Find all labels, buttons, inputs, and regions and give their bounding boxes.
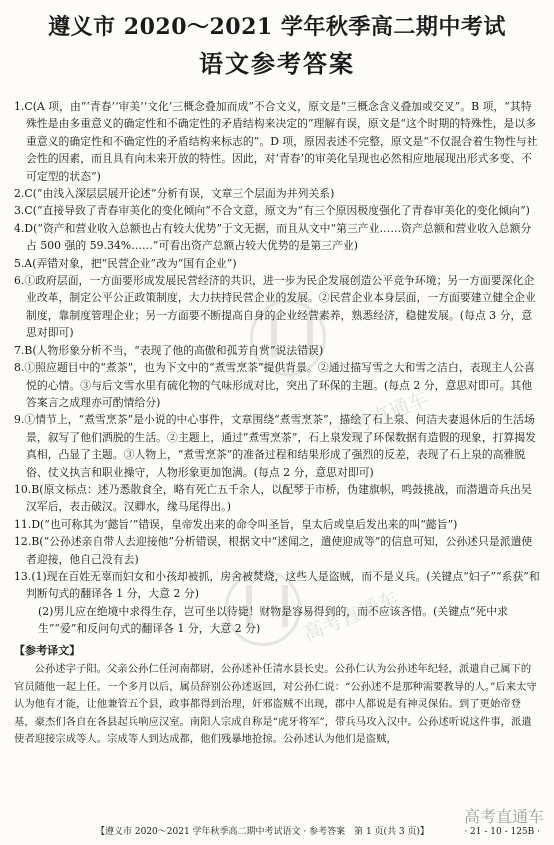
footer-page-info: 【遵义市 2020～2021 学年秋季高二期中考试语文 · 参考答案 第 1 页(共 3 页)】	[96, 827, 430, 837]
answer-item-12: 12.B(“公孙述亲自带人去迎接他”分析错误，根据文中“述闻之，遣使迎成等”的信息可知，公孙述只是派遣使者迎接，他自己没有去)	[14, 535, 533, 566]
answer-item-13-2: (2)男儿应在绝境中求得生存，岂可坐以待毙！财物是容易得到的，而不应该吝惜。(关键点“死中求生”“爱”和反问句式的翻译各 1 分，大意 2 分)	[38, 604, 508, 636]
watermark-corner: 高考直通车	[463, 807, 544, 826]
watermark-text-lower: 高考直通车	[299, 586, 402, 646]
answer-item-13-1: 13.(1)现在百姓无辜而妇女和小孩却被抓，房舍被焚烧，这些人是盗贼，而不是义兵。(关键点“妇子”“系获”和判断句式的翻译各 1 分，大意 2 分)	[14, 569, 540, 601]
answer-item-1: 1.C(A 项，由“‘青春’‘审美’‘文化’三概念叠加而成”不合文义，原文是“三概念含义叠加或交叉”。B 项，“其特殊性是由多重意义的确定性和不确定性的矛盾结构来决定的”理解有误，原文是“这个时期的特殊性，是以多重意义的确定性和不确定性的矛盾结构来标志的”。D 项，原因表述不完整，原文是“不仅混合着生物性与社会性的因素，而且具有向未来开放的特性。因此，对‘青春’的审美化呈现也必然相应地展现出形式多变、不可定型的状态”)	[14, 100, 538, 183]
answer-item-3: 3.C(“直接导致了青春审美化的变化倾向”不合文意，原文为“有三个原因极度强化了青春审美化的变化倾向”)	[14, 204, 530, 218]
answer-item-4: 4.D(“资产和营业收入总额也占有较大优势”于文无据，而且从文中“第三产业……资产总额和营业收入总额分占 500 强的 59.34%……”可看出资产总额占较大优势的是第三产业)	[14, 221, 532, 253]
answer-item-5: 5.A(弄错对象，把“民营企业”改为“国有企业”)	[14, 256, 237, 270]
answer-item-10: 10.B(原文标点：述乃悉散食全，略有死亡五千余人，以配琴于市桥，伪建旗帜，鸣鼓挑战，而潜遣奇兵出吴汉军后，表击破汉。汉卿水，缘马尾得出。)	[14, 482, 532, 514]
translation-heading: 【参考译文】	[14, 643, 81, 657]
answer-item-11: 11.D(“也可称其为‘懿旨’”错误，皇帝发出来的命令叫圣旨，皇太后或皇后发出来的叫“懿旨”)	[14, 517, 458, 531]
footer-code: · 21 - 10 - 125B ·	[464, 827, 540, 837]
watermark-text-mid: 高考直通车	[329, 386, 432, 446]
answer-item-9: 9.①情节上，“煮雪烹茶”是小说的中心事件，文章围绕“煮雪烹茶”，描绘了石上泉、何洁夫妻退休后的生活场景，叙写了他们洒脱的生活。②主题上，通过“煮雪烹茶”，石上泉发现了环保数据有造假的现象，打算揭发真相，凸显了主题。③人物上，“煮雪烹茶”的准备过程和结果形成了强烈的反差，表现了石上泉的高雅脱俗、仗义执言和职业操守，人物形象更加饱满。(每点 2 分，意思对即可)	[14, 413, 537, 479]
answer-item-7: 7.B(人物形象分析不当，“表现了他的高傲和孤芳自赏”说法错误)	[14, 343, 324, 357]
answer-key-title: 语文参考答案	[199, 49, 355, 78]
translation-text: 公孙述字子阳。父亲公孙仁任河南都尉，公孙述补任清水县长史。公孙仁认为公孙述年纪轻，派遣自己属下的官员随他一起上任。一个多月以后，属员辞别公孙述返回，对公孙仁说：“公孙述不是那种需要教导的人。”后来太守认为他有才能，让他兼管五个县，政事都得到治理，奸邪盗贼不出现，郡中人都说是有神灵保佑。到了更始帝登基，豪杰们各自在各县起兵响应汉室。南阳人宗成自称是“虎牙将军”，带兵马攻入汉中。公孙述听说这件事，派遣使者迎接宗成等人。宗成等人到达成都，他们残暴地抢掠。公孙述认为他们是盗贼，	[14, 663, 537, 746]
answer-item-2: 2.C(“由浅入深层层展开论述”分析有误，文章三个层面为并列关系)	[14, 187, 335, 201]
answer-content	[14, 98, 540, 749]
answer-item-6: 6.①政府层面，一方面要形成发展民营经济的共识，进一步为民企发展创造公平竞争环境；另一方面要深化企业改革，制定公平公正政策制度，大力扶持民营企业的发展。②民营企业本身层面，一方面要建立健全企业制度，靠制度管理企业；另一方面要不断提高自身的企业经营素养，熟悉经济，稳健发展。(每点 3 分，意思对即可)	[14, 274, 536, 340]
answer-item-8: 8.①照应题目中的“煮茶”，也为下文中的“煮雪烹茶”提供背景。②通过描写雪之大和雪之洁白，表现主人公喜悦的心情。③与后文雪水里有硫化物的气味形成对比，突出了环保的主题。(每点 2 分，意思对即可。其他答案言之成理亦可酌情给分)	[14, 361, 535, 409]
exam-title: 遵义市 2020～2021 学年秋季高二期中考试	[48, 14, 506, 40]
